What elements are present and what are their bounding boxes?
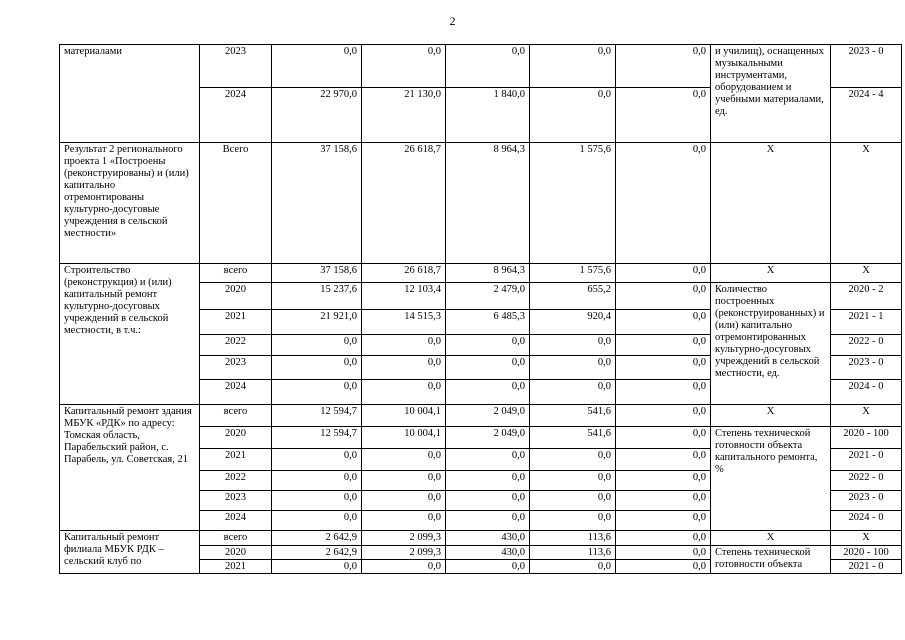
other-cell: 0,0 (616, 560, 711, 574)
total-cell: 2 642,9 (272, 546, 362, 560)
total-cell: 15 237,6 (272, 283, 362, 310)
local-cell: 655,2 (530, 283, 616, 310)
other-cell: 0,0 (616, 356, 711, 380)
federal-cell: 0,0 (362, 560, 446, 574)
total-cell: 0,0 (272, 45, 362, 88)
result-name: Результат 2 регионального проекта 1 «Построены (реконструированы) и (или) капитально отремонтированы культурно-досуговые учреждения в сельской местности» (60, 143, 200, 264)
year-cell: 2023 (200, 45, 272, 88)
total-cell: 0,0 (272, 356, 362, 380)
target-cell: 2024 - 0 (831, 380, 902, 405)
year-cell: всего (200, 405, 272, 427)
page-number: 2 (449, 14, 456, 28)
local-cell: 0,0 (530, 45, 616, 88)
local-cell: 0,0 (530, 471, 616, 491)
year-cell: 2020 (200, 427, 272, 449)
other-cell: 0,0 (616, 310, 711, 335)
table-row (60, 264, 902, 283)
federal-cell: 10 004,1 (362, 405, 446, 427)
target-cell: 2021 - 1 (831, 310, 902, 335)
total-cell: 0,0 (272, 491, 362, 511)
federal-cell: 21 130,0 (362, 88, 446, 143)
total-cell: 12 594,7 (272, 405, 362, 427)
event-name: Строительство (реконструкция) и (или) капитальный ремонт культурно-досуговых учреждений в сельской местности, в т.ч.: (60, 264, 200, 405)
local-cell: 1 575,6 (530, 143, 616, 264)
other-cell: 0,0 (616, 335, 711, 356)
federal-cell: 0,0 (362, 471, 446, 491)
target-cell: Х (831, 405, 902, 427)
regional-cell: 2 479,0 (446, 283, 530, 310)
federal-cell: 10 004,1 (362, 427, 446, 449)
year-cell: 2022 (200, 471, 272, 491)
local-cell: 0,0 (530, 491, 616, 511)
target-cell: 2021 - 0 (831, 449, 902, 471)
year-cell: 2024 (200, 511, 272, 531)
federal-cell: 0,0 (362, 356, 446, 380)
regional-cell: 0,0 (446, 45, 530, 88)
federal-cell: 0,0 (362, 335, 446, 356)
local-cell: 0,0 (530, 449, 616, 471)
federal-cell: 0,0 (362, 449, 446, 471)
local-cell: 920,4 (530, 310, 616, 335)
federal-cell: 14 515,3 (362, 310, 446, 335)
table-row (60, 143, 902, 264)
federal-cell: 0,0 (362, 380, 446, 405)
total-cell: 2 642,9 (272, 531, 362, 546)
regional-cell: 0,0 (446, 511, 530, 531)
other-cell: 0,0 (616, 471, 711, 491)
regional-cell: 0,0 (446, 491, 530, 511)
event-name: Капитальный ремонт здания МБУК «РДК» по адресу: Томская область, Парабельский район, с. Парабель, ул. Советская, 21 (60, 405, 200, 531)
total-cell: 0,0 (272, 335, 362, 356)
local-cell: 541,6 (530, 427, 616, 449)
other-cell: 0,0 (616, 264, 711, 283)
regional-cell: 2 049,0 (446, 427, 530, 449)
year-cell: 2023 (200, 356, 272, 380)
other-cell: 0,0 (616, 88, 711, 143)
total-cell: 37 158,6 (272, 264, 362, 283)
target-cell: 2022 - 0 (831, 471, 902, 491)
table-row (60, 531, 902, 546)
regional-cell: 0,0 (446, 560, 530, 574)
total-cell: 21 921,0 (272, 310, 362, 335)
regional-cell: 0,0 (446, 471, 530, 491)
total-cell: 0,0 (272, 560, 362, 574)
year-cell: 2024 (200, 380, 272, 405)
target-cell: 2022 - 0 (831, 335, 902, 356)
year-cell: всего (200, 531, 272, 546)
total-cell: 12 594,7 (272, 427, 362, 449)
local-cell: 113,6 (530, 531, 616, 546)
regional-cell: 6 485,3 (446, 310, 530, 335)
regional-cell: 1 840,0 (446, 88, 530, 143)
federal-cell: 2 099,3 (362, 531, 446, 546)
target-cell: 2021 - 0 (831, 560, 902, 574)
other-cell: 0,0 (616, 511, 711, 531)
regional-cell: 0,0 (446, 449, 530, 471)
federal-cell: 0,0 (362, 491, 446, 511)
total-cell: 22 970,0 (272, 88, 362, 143)
local-cell: 0,0 (530, 560, 616, 574)
other-cell: 0,0 (616, 449, 711, 471)
indicator-text: и училищ), оснащенных музыкальными инструментами, оборудованием и учебными материалами, ед. (711, 45, 831, 143)
indicator-text: Х (711, 143, 831, 264)
event-name: Капитальный ремонт филиала МБУК РДК – сельский клуб по (60, 531, 200, 574)
year-cell: 2023 (200, 491, 272, 511)
federal-cell: 0,0 (362, 511, 446, 531)
regional-cell: 430,0 (446, 531, 530, 546)
year-cell: 2021 (200, 310, 272, 335)
other-cell: 0,0 (616, 427, 711, 449)
program-table (59, 44, 902, 574)
regional-cell: 0,0 (446, 356, 530, 380)
regional-cell: 430,0 (446, 546, 530, 560)
target-cell: 2020 - 100 (831, 427, 902, 449)
regional-cell: 8 964,3 (446, 264, 530, 283)
local-cell: 1 575,6 (530, 264, 616, 283)
other-cell: 0,0 (616, 283, 711, 310)
federal-cell: 12 103,4 (362, 283, 446, 310)
target-cell: 2020 - 100 (831, 546, 902, 560)
year-cell: всего (200, 264, 272, 283)
other-cell: 0,0 (616, 405, 711, 427)
target-cell: Х (831, 264, 902, 283)
year-cell: 2021 (200, 560, 272, 574)
other-cell: 0,0 (616, 45, 711, 88)
target-cell: 2023 - 0 (831, 356, 902, 380)
total-cell: 0,0 (272, 380, 362, 405)
table-row (60, 405, 902, 427)
indicator-text: Степень технической готовности объекта капитального ремонта, % (711, 427, 831, 531)
target-cell: 2023 - 0 (831, 491, 902, 511)
year-cell: 2020 (200, 546, 272, 560)
total-cell: 0,0 (272, 511, 362, 531)
regional-cell: 0,0 (446, 380, 530, 405)
table-row (60, 45, 902, 88)
indicator-text: Степень технической готовности объекта (711, 546, 831, 574)
local-cell: 0,0 (530, 380, 616, 405)
indicator-text: Количество построенных (реконструированных) и (или) капитально отремонтированных культурно-досуговых учреждений в сельской местности, ед. (711, 283, 831, 405)
target-cell: 2024 - 0 (831, 511, 902, 531)
regional-cell: 2 049,0 (446, 405, 530, 427)
federal-cell: 26 618,7 (362, 143, 446, 264)
federal-cell: 26 618,7 (362, 264, 446, 283)
target-cell: Х (831, 531, 902, 546)
local-cell: 0,0 (530, 511, 616, 531)
target-cell: 2024 - 4 (831, 88, 902, 143)
local-cell: 0,0 (530, 335, 616, 356)
indicator-x: Х (711, 531, 831, 546)
other-cell: 0,0 (616, 380, 711, 405)
event-name: материалами (60, 45, 200, 143)
year-cell: Всего (200, 143, 272, 264)
other-cell: 0,0 (616, 143, 711, 264)
total-cell: 0,0 (272, 471, 362, 491)
year-cell: 2021 (200, 449, 272, 471)
indicator-x: Х (711, 264, 831, 283)
target-cell: Х (831, 143, 902, 264)
other-cell: 0,0 (616, 491, 711, 511)
target-cell: 2023 - 0 (831, 45, 902, 88)
regional-cell: 0,0 (446, 335, 530, 356)
local-cell: 0,0 (530, 88, 616, 143)
year-cell: 2024 (200, 88, 272, 143)
target-cell: 2020 - 2 (831, 283, 902, 310)
total-cell: 37 158,6 (272, 143, 362, 264)
other-cell: 0,0 (616, 531, 711, 546)
regional-cell: 8 964,3 (446, 143, 530, 264)
local-cell: 0,0 (530, 356, 616, 380)
other-cell: 0,0 (616, 546, 711, 560)
federal-cell: 2 099,3 (362, 546, 446, 560)
year-cell: 2020 (200, 283, 272, 310)
total-cell: 0,0 (272, 449, 362, 471)
indicator-x: Х (711, 405, 831, 427)
local-cell: 113,6 (530, 546, 616, 560)
local-cell: 541,6 (530, 405, 616, 427)
federal-cell: 0,0 (362, 45, 446, 88)
year-cell: 2022 (200, 335, 272, 356)
